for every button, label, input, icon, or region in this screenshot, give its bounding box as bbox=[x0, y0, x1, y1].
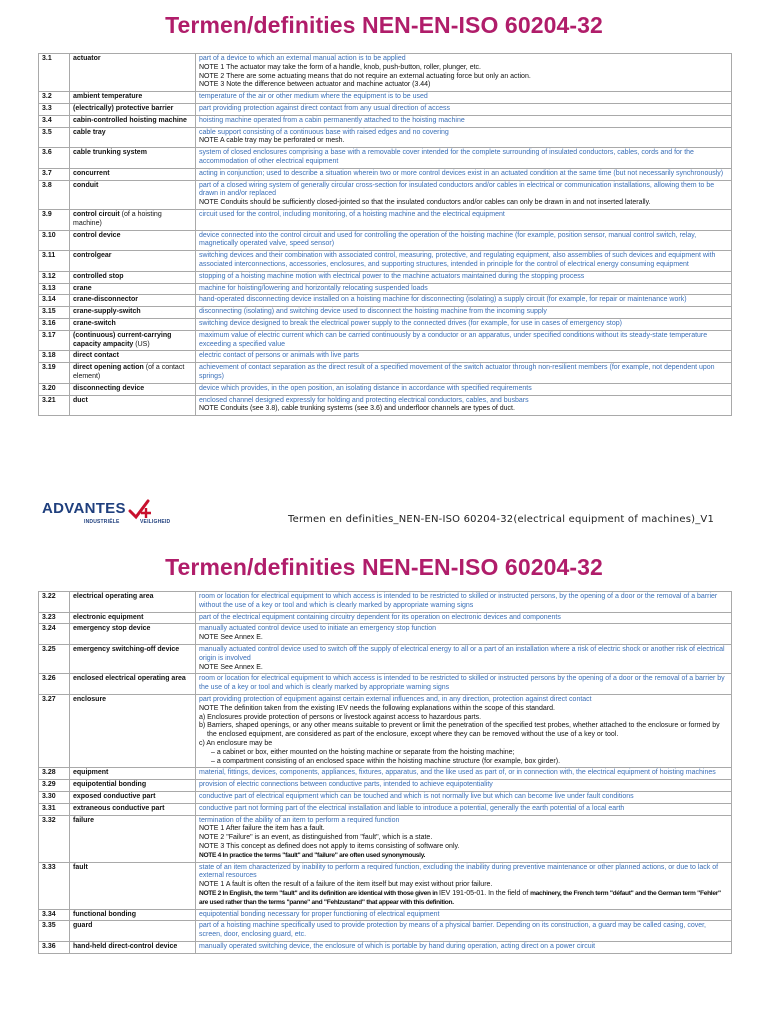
definitions-table bbox=[38, 53, 732, 416]
term-number: 3.6 bbox=[39, 148, 70, 169]
term-label: enclosed electrical operating area bbox=[73, 675, 186, 683]
term-number: 3.22 bbox=[39, 592, 70, 613]
term-definition bbox=[196, 674, 732, 695]
definition-note: NOTE 1 After failure the item has a fault. bbox=[199, 825, 325, 833]
term-number: 3.29 bbox=[39, 780, 70, 792]
term-label: (electrically) protective barrier bbox=[73, 104, 174, 112]
term-label: controlled stop bbox=[73, 272, 124, 280]
term-number: 3.1 bbox=[39, 54, 70, 92]
term-name bbox=[70, 941, 196, 953]
term-number: 3.24 bbox=[39, 624, 70, 645]
term-name bbox=[70, 307, 196, 319]
term-definition bbox=[196, 295, 732, 307]
term-name bbox=[70, 318, 196, 330]
term-name bbox=[70, 921, 196, 942]
definition-text: device connected into the control circuit and used for controlling the operation of the hoisting machine (for example, position sensor, manual control switch, relay, magnetically operated valve, speed sensor) bbox=[199, 231, 697, 248]
term-definition bbox=[196, 395, 732, 416]
definition-text: part of a closed wiring system of generally circular cross-section for insulated conductors and/or cables in electrical or communication installations, allowing them to be drawn in and/or replaced bbox=[199, 181, 715, 198]
term-number: 3.21 bbox=[39, 395, 70, 416]
term-label: exposed conductive part bbox=[73, 792, 156, 800]
term-label: conduit bbox=[73, 181, 99, 189]
term-definition bbox=[196, 780, 732, 792]
term-label: electronic equipment bbox=[73, 613, 144, 621]
table-row bbox=[39, 694, 732, 767]
table-row bbox=[39, 92, 732, 104]
term-number: 3.19 bbox=[39, 363, 70, 384]
term-definition bbox=[196, 383, 732, 395]
term-definition bbox=[196, 318, 732, 330]
term-name bbox=[70, 383, 196, 395]
definition-note: NOTE Conduits (see 3.8), cable trunking systems (see 3.6) and underfloor channels are types of duct. bbox=[199, 405, 515, 413]
term-number: 3.11 bbox=[39, 251, 70, 272]
term-name bbox=[70, 803, 196, 815]
definition-note: NOTE 4 In practice the terms "fault" and "failure" are often used synonymously. bbox=[199, 851, 426, 859]
table-row bbox=[39, 351, 732, 363]
definition-note: NOTE Conduits should be sufficiently closed-jointed so that the insulated conductors and/or cables can only be drawn in and not inserted laterally. bbox=[199, 199, 651, 207]
table-row bbox=[39, 383, 732, 395]
term-number: 3.33 bbox=[39, 862, 70, 909]
table-row bbox=[39, 815, 732, 862]
term-label: concurrent bbox=[73, 169, 110, 177]
term-definition bbox=[196, 127, 732, 148]
term-definition bbox=[196, 148, 732, 169]
definition-text: conductive part not forming part of the electrical installation and liable to introduce a potential, generally the earth potential of a local earth bbox=[199, 804, 625, 812]
term-label: control circuit bbox=[73, 210, 120, 218]
term-number: 3.17 bbox=[39, 330, 70, 351]
term-definition bbox=[196, 791, 732, 803]
term-name bbox=[70, 780, 196, 792]
term-name bbox=[70, 330, 196, 351]
term-name bbox=[70, 644, 196, 673]
term-name bbox=[70, 395, 196, 416]
term-number: 3.32 bbox=[39, 815, 70, 862]
term-definition bbox=[196, 363, 732, 384]
term-label: crane-switch bbox=[73, 319, 116, 327]
table-row bbox=[39, 862, 732, 909]
table-row bbox=[39, 768, 732, 780]
term-definition bbox=[196, 815, 732, 862]
term-number: 3.23 bbox=[39, 612, 70, 624]
term-name bbox=[70, 92, 196, 104]
definition-text: enclosed channel designed expressly for holding and protecting electrical conductors, cables, and busbars bbox=[199, 396, 529, 404]
term-label: cable tray bbox=[73, 128, 106, 136]
table-row bbox=[39, 644, 732, 673]
term-definition bbox=[196, 909, 732, 921]
term-number: 3.36 bbox=[39, 941, 70, 953]
term-definition bbox=[196, 862, 732, 909]
definition-list-item: – a compartment consisting of an enclosed space within the hoisting machine structure (for example, box girder). bbox=[211, 757, 561, 765]
definition-text: device which provides, in the open position, an isolating distance in accordance with specified requirements bbox=[199, 384, 532, 392]
term-definition bbox=[196, 209, 732, 230]
term-label: equipment bbox=[73, 769, 109, 777]
term-number: 3.35 bbox=[39, 921, 70, 942]
table-row bbox=[39, 180, 732, 209]
definition-text: cable support consisting of a continuous base with raised edges and no covering bbox=[199, 128, 449, 136]
term-number: 3.4 bbox=[39, 115, 70, 127]
definition-note: NOTE 2 "Failure" is an event, as distinguished from "fault", which is a state. bbox=[199, 834, 433, 842]
table-row bbox=[39, 251, 732, 272]
term-label: electrical operating area bbox=[73, 593, 154, 600]
table-row bbox=[39, 318, 732, 330]
table-row bbox=[39, 103, 732, 115]
term-name bbox=[70, 115, 196, 127]
term-name bbox=[70, 103, 196, 115]
term-definition bbox=[196, 307, 732, 319]
term-name bbox=[70, 209, 196, 230]
term-label: duct bbox=[73, 396, 88, 404]
term-definition bbox=[196, 92, 732, 104]
definition-note: NOTE See Annex E. bbox=[199, 634, 263, 642]
table-row bbox=[39, 803, 732, 815]
table-row bbox=[39, 127, 732, 148]
term-definition bbox=[196, 330, 732, 351]
term-label: cable trunking system bbox=[73, 149, 147, 157]
term-definition bbox=[196, 803, 732, 815]
page-title: Termen/definities NEN-EN-ISO 60204-32 bbox=[165, 12, 603, 38]
table-row bbox=[39, 780, 732, 792]
term-number: 3.5 bbox=[39, 127, 70, 148]
definition-note: NOTE 3 Note the difference between actuator and machine actuator (3.44) bbox=[199, 81, 431, 89]
table-row bbox=[39, 921, 732, 942]
logo-subtitle-veiligheid: VEILIGHEID bbox=[140, 519, 171, 525]
logo-wordmark: ADVANTES bbox=[42, 500, 126, 517]
term-label: control device bbox=[73, 231, 121, 239]
term-number: 3.8 bbox=[39, 180, 70, 209]
definition-text: electric contact of persons or animals with live parts bbox=[199, 352, 359, 360]
definition-text: temperature of the air or other medium where the equipment is to be used bbox=[199, 93, 428, 101]
definition-note: NOTE 3 This concept as defined does not apply to items consisting of software only. bbox=[199, 842, 460, 850]
term-definition bbox=[196, 251, 732, 272]
definition-text: conductive part of electrical equipment which can be touched and which is not normally live but which can become live under fault conditions bbox=[199, 792, 634, 800]
term-label: crane-disconnector bbox=[73, 296, 138, 304]
term-name bbox=[70, 271, 196, 283]
definition-note: NOTE 1 The actuator may take the form of a handle, knob, push-button, roller, plunger, etc. bbox=[199, 63, 481, 71]
term-label: extraneous conductive part bbox=[73, 804, 165, 812]
table-row bbox=[39, 230, 732, 251]
table-row bbox=[39, 363, 732, 384]
term-name bbox=[70, 351, 196, 363]
advantes-logo bbox=[42, 498, 182, 534]
term-label: equipotential bonding bbox=[73, 781, 147, 789]
table-row bbox=[39, 395, 732, 416]
term-definition bbox=[196, 103, 732, 115]
footer-caption: Termen en definities_NEN-EN-ISO 60204-32(electrical equipment of machines)_V1 bbox=[288, 514, 715, 525]
term-label: emergency switching-off device bbox=[73, 645, 180, 653]
definition-text: hoisting machine operated from a cabin permanently attached to the hoisting machine bbox=[199, 116, 465, 124]
term-label: direct contact bbox=[73, 352, 119, 360]
term-number: 3.26 bbox=[39, 674, 70, 695]
definition-list-item: c) An enclosure may be bbox=[199, 739, 273, 747]
definition-text: part providing protection against direct contact from any usual direction of access bbox=[199, 104, 450, 112]
table-row bbox=[39, 283, 732, 295]
term-label: crane-supply-switch bbox=[73, 308, 141, 316]
term-definition bbox=[196, 283, 732, 295]
term-label: direct opening action bbox=[73, 364, 144, 372]
term-name bbox=[70, 815, 196, 862]
term-number: 3.15 bbox=[39, 307, 70, 319]
definition-list-item: b) Barriers, shaped openings, or any other means suitable to prevent or limit the penetration of the specified test probes, whether attached to the enclosure or formed by the enclosed equipment, are considered as part of the enclosure, except where they can be removed without the use of a key or tool. bbox=[199, 722, 720, 739]
note-part: machinery, the French term "défaut" and the German term "Fehler" are used rather than the terms "panne" and "Fehlzustand" that appear with this definition. bbox=[199, 889, 721, 906]
term-number: 3.30 bbox=[39, 791, 70, 803]
term-name bbox=[70, 694, 196, 767]
term-name bbox=[70, 295, 196, 307]
definition-text: equipotential bonding necessary for proper functioning of electrical equipment bbox=[199, 910, 440, 918]
term-name bbox=[70, 674, 196, 695]
definition-text: manually actuated control device used to initiate an emergency stop function bbox=[199, 625, 436, 633]
table-row bbox=[39, 271, 732, 283]
definition-text: system of closed enclosures comprising a base with a removable cover intended for the complete surrounding of insulated conductors, cables, cords and for the accommodation of other electrical equipment bbox=[199, 149, 694, 165]
term-definition bbox=[196, 351, 732, 363]
term-qualifier: (US) bbox=[135, 340, 150, 348]
definition-note bbox=[199, 890, 728, 908]
note-part: NOTE 2 In English, the term "fault" and its definition are identical with those given in bbox=[199, 889, 440, 897]
definition-text: manually actuated control device used to switch off the supply of electrical energy to all or a part of an installation where a risk of electric shock or another risk of electrical origin is involved bbox=[199, 645, 725, 662]
definition-text: part of a device to which an external manual action is to be applied bbox=[199, 55, 406, 62]
term-definition bbox=[196, 694, 732, 767]
definition-text: stopping of a hoisting machine motion with electrical power to the machine actuators maintained during the stopping process bbox=[199, 272, 585, 280]
term-definition bbox=[196, 271, 732, 283]
term-definition bbox=[196, 230, 732, 251]
term-number: 3.34 bbox=[39, 909, 70, 921]
term-number: 3.7 bbox=[39, 168, 70, 180]
term-number: 3.9 bbox=[39, 209, 70, 230]
definition-text: room or location for electrical equipment to which access is intended to be restricted to skilled or instructed persons, by the opening of a door or the removal of a barrier without the use of a key or tool and which is clearly marked by appropriate warning signs bbox=[199, 593, 718, 609]
term-number: 3.31 bbox=[39, 803, 70, 815]
definition-text: room or location for electrical equipment to which access is intended to be restricted to skilled or instructed persons by the opening of a door or the removal of a barrier by the use of a key or tool and which is clearly marked by appropriate warning signs bbox=[199, 675, 725, 692]
definitions-table bbox=[38, 591, 732, 954]
term-label: failure bbox=[73, 816, 95, 824]
term-definition bbox=[196, 644, 732, 673]
definition-text: switching devices and their combination with associated control, measuring, protective, and regulating equipment, also assemblies of such devices and equipment with associated interconnections, accessories, enclosures, and supporting structures, intended in principle for the control of electrical energy consuming equipment bbox=[199, 252, 716, 268]
term-number: 3.14 bbox=[39, 295, 70, 307]
definition-note: NOTE The definition taken from the existing IEV needs the following explanations within the scope of this standard. bbox=[199, 704, 555, 712]
term-qualifier: (of a hoisting machine) bbox=[73, 210, 162, 227]
table-row bbox=[39, 148, 732, 169]
definition-note: NOTE 2 There are some actuating means that do not require an external actuating force but only an action. bbox=[199, 72, 531, 80]
definition-text: state of an item characterized by inability to perform a required function, excluding the inability during preventive maintenance or other planned actions, or due to lack of external resources bbox=[199, 863, 719, 880]
definition-text: machine for hoisting/lowering and horizontally relocating suspended loads bbox=[199, 284, 428, 292]
definition-text: manually operated switching device, the enclosure of which is portable by hand during operation, acting direct on a power circuit bbox=[199, 942, 596, 950]
definition-text: part of the electrical equipment containing circuitry dependent for its operation on electronic devices and components bbox=[199, 613, 561, 621]
term-number: 3.27 bbox=[39, 694, 70, 767]
definition-note: NOTE A cable tray may be perforated or mesh. bbox=[199, 137, 345, 145]
definition-text: hand-operated disconnecting device installed on a hoisting machine for disconnecting (isolating) a supply circuit (for example, for repair or maintenance work) bbox=[199, 296, 687, 304]
term-number: 3.10 bbox=[39, 230, 70, 251]
term-number: 3.16 bbox=[39, 318, 70, 330]
term-label: controlgear bbox=[73, 252, 112, 260]
term-label: cabin-controlled hoisting machine bbox=[73, 116, 187, 124]
term-name bbox=[70, 791, 196, 803]
definition-list-item: – a cabinet or box, either mounted on the hoisting machine or separate from the hoisting machine; bbox=[211, 748, 515, 756]
table-row bbox=[39, 307, 732, 319]
term-label: enclosure bbox=[73, 695, 107, 703]
table-row bbox=[39, 624, 732, 645]
table-row bbox=[39, 209, 732, 230]
term-name bbox=[70, 251, 196, 272]
term-name bbox=[70, 168, 196, 180]
term-label: functional bonding bbox=[73, 910, 136, 918]
definition-text: switching device designed to break the electrical power supply to the connected drives (for example, for use in cases of emergency stop) bbox=[199, 319, 622, 327]
term-number: 3.18 bbox=[39, 351, 70, 363]
definition-note: NOTE 1 A fault is often the result of a failure of the item itself but may exist without prior failure. bbox=[199, 881, 493, 889]
term-definition bbox=[196, 612, 732, 624]
term-definition bbox=[196, 180, 732, 209]
term-label: (continuous) current-carrying capacity ampacity bbox=[73, 331, 172, 348]
definition-list-item: a) Enclosures provide protection of persons or livestock against access to hazardous parts. bbox=[199, 713, 482, 721]
term-qualifier: (of a contact element) bbox=[73, 364, 185, 380]
term-number: 3.3 bbox=[39, 103, 70, 115]
definition-text: provision of electric connections between conductive parts, intended to achieve equipotentiality bbox=[199, 781, 493, 789]
term-label: ambient temperature bbox=[73, 93, 143, 101]
definition-note: NOTE See Annex E. bbox=[199, 663, 263, 671]
page-footer bbox=[0, 494, 768, 538]
term-number: 3.12 bbox=[39, 271, 70, 283]
table-row bbox=[39, 115, 732, 127]
term-number: 3.25 bbox=[39, 644, 70, 673]
term-definition bbox=[196, 592, 732, 613]
term-label: guard bbox=[73, 922, 93, 930]
term-label: fault bbox=[73, 863, 88, 871]
term-number: 3.28 bbox=[39, 768, 70, 780]
definition-text: acting in conjunction; used to describe a situation wherein two or more control devices exist in an actuated condition at the same time (but not necessarily synchronously) bbox=[199, 169, 724, 177]
term-name bbox=[70, 180, 196, 209]
table-row bbox=[39, 674, 732, 695]
page-title: Termen/definities NEN-EN-ISO 60204-32 bbox=[165, 554, 603, 580]
note-part: IEV 191-05-01. In the field of bbox=[439, 889, 531, 897]
term-label: hand-held direct-control device bbox=[73, 942, 178, 950]
table-row bbox=[39, 612, 732, 624]
term-name bbox=[70, 624, 196, 645]
term-name bbox=[70, 612, 196, 624]
definition-text: material, fittings, devices, components, appliances, fixtures, apparatus, and the like used as part of, or in connection with, the electrical equipment of hoisting machines bbox=[199, 769, 716, 777]
term-number: 3.2 bbox=[39, 92, 70, 104]
table-row bbox=[39, 168, 732, 180]
definition-text: maximum value of electric current which can be carried continuously by a conductor or an apparatus, under specified conditions without its steady-state temperature exceeding a specified value bbox=[199, 331, 708, 348]
term-name bbox=[70, 283, 196, 295]
term-name bbox=[70, 862, 196, 909]
definition-text: circuit used for the control, including monitoring, of a hoisting machine and the electrical equipment bbox=[199, 210, 505, 218]
term-name bbox=[70, 148, 196, 169]
table-row bbox=[39, 909, 732, 921]
table-row bbox=[39, 330, 732, 351]
logo-subtitle-industriele: INDUSTRIËLE bbox=[84, 519, 120, 525]
term-name bbox=[70, 592, 196, 613]
term-label: emergency stop device bbox=[73, 625, 151, 633]
term-definition bbox=[196, 624, 732, 645]
term-definition bbox=[196, 168, 732, 180]
term-label: actuator bbox=[73, 55, 101, 62]
term-label: disconnecting device bbox=[73, 384, 145, 392]
term-definition bbox=[196, 768, 732, 780]
term-definition bbox=[196, 941, 732, 953]
definition-text: termination of the ability of an item to perform a required function bbox=[199, 816, 400, 824]
term-name bbox=[70, 768, 196, 780]
term-name bbox=[70, 54, 196, 92]
table-row bbox=[39, 941, 732, 953]
term-definition bbox=[196, 115, 732, 127]
definition-text: disconnecting (isolating) and switching device used to disconnect the hoisting machine from the incoming supply bbox=[199, 308, 547, 316]
term-label: crane bbox=[73, 284, 92, 292]
definition-text: part providing protection of equipment against certain external influences and, in any direction, protection against direct contact bbox=[199, 695, 592, 703]
term-name bbox=[70, 230, 196, 251]
term-number: 3.20 bbox=[39, 383, 70, 395]
table-row bbox=[39, 592, 732, 613]
term-definition bbox=[196, 921, 732, 942]
definition-text: part of a hoisting machine specifically used to provide protection by means of a physical barrier. Depending on its construction, a guard may be called casing, cover, screen, door, enclosing guard, etc. bbox=[199, 922, 707, 939]
term-name bbox=[70, 127, 196, 148]
definition-text: achievement of contact separation as the direct result of a specified movement of the switch actuator through non-resilient members (for example, not dependent upon springs) bbox=[199, 364, 715, 380]
table-row bbox=[39, 295, 732, 307]
term-name bbox=[70, 909, 196, 921]
term-name bbox=[70, 363, 196, 384]
table-row bbox=[39, 791, 732, 803]
term-number: 3.13 bbox=[39, 283, 70, 295]
term-definition bbox=[196, 54, 732, 92]
table-row bbox=[39, 54, 732, 92]
